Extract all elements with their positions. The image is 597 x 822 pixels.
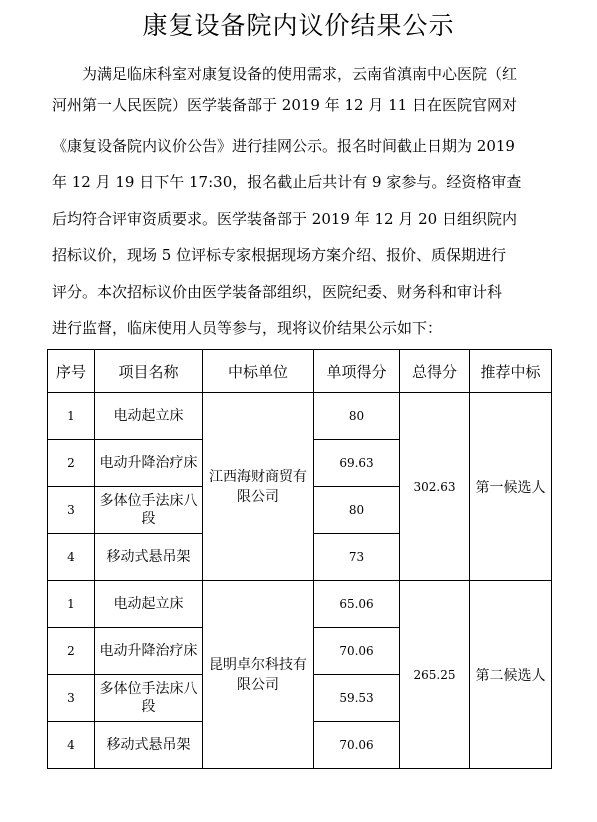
header-score: 单项得分	[314, 350, 400, 393]
paragraph-line: 进行监督，临床使用人员等参与，现将议价结果公示如下：	[52, 319, 443, 337]
row-no: 1	[48, 393, 95, 440]
document-title: 康复设备院内议价结果公示	[142, 11, 455, 40]
paragraph-line: 为满足临床科室对康复设备的使用需求，云南省滇南中心医院（红	[82, 65, 518, 83]
row-no: 1	[48, 581, 95, 628]
header-recommend: 推荐中标	[470, 350, 552, 393]
row-score: 65.06	[314, 581, 400, 628]
header-no: 序号	[48, 350, 95, 393]
winning-unit: 江西海财商贸有限公司	[203, 393, 314, 581]
result-table	[47, 349, 552, 769]
row-item: 电动升降治疗床	[95, 440, 203, 487]
row-item: 电动起立床	[95, 393, 203, 440]
row-score: 73	[314, 534, 400, 581]
paragraph-line: 河州第一人民医院）医学装备部于 2019 年 12 月 11 日在医院官网对	[52, 96, 517, 114]
row-no: 2	[48, 440, 95, 487]
row-item: 多体位手法床八段	[95, 675, 203, 722]
recommend-status: 第一候选人	[470, 393, 552, 581]
row-no: 3	[48, 675, 95, 722]
row-item: 多体位手法床八段	[95, 487, 203, 534]
row-item: 移动式悬吊架	[95, 534, 203, 581]
row-no: 3	[48, 487, 95, 534]
paragraph-line: 年 12 月 19 日下午 17:30，报名截止后共计有 9 家参与。经资格审查	[52, 173, 522, 191]
row-no: 4	[48, 534, 95, 581]
header-item: 项目名称	[95, 350, 203, 393]
row-score: 69.63	[314, 440, 400, 487]
paragraph-line: 评分。本次招标议价由医学装备部组织，医院纪委、财务科和审计科	[52, 283, 503, 301]
table-row	[48, 581, 552, 628]
header-unit: 中标单位	[203, 350, 314, 393]
total-score: 302.63	[400, 393, 470, 581]
table-row	[48, 393, 552, 440]
row-score: 70.06	[314, 628, 400, 675]
total-score: 265.25	[400, 581, 470, 769]
paragraph-line: 招标议价，现场 5 位评标专家根据现场方案介绍、报价、质保期进行	[52, 246, 507, 264]
row-score: 70.06	[314, 722, 400, 769]
winning-unit: 昆明卓尔科技有限公司	[203, 581, 314, 769]
table-header-row	[48, 350, 552, 393]
paragraph-line: 后均符合评审资质要求。医学装备部于 2019 年 12 月 20 日组织院内	[52, 210, 517, 228]
row-score: 59.53	[314, 675, 400, 722]
paragraph-line: 《康复设备院内议价公告》进行挂网公示。报名时间截止日期为 2019	[52, 137, 515, 155]
row-item: 移动式悬吊架	[95, 722, 203, 769]
row-no: 2	[48, 628, 95, 675]
header-total: 总得分	[400, 350, 470, 393]
row-no: 4	[48, 722, 95, 769]
row-item: 电动升降治疗床	[95, 628, 203, 675]
row-score: 80	[314, 393, 400, 440]
row-score: 80	[314, 487, 400, 534]
row-item: 电动起立床	[95, 581, 203, 628]
recommend-status: 第二候选人	[470, 581, 552, 769]
